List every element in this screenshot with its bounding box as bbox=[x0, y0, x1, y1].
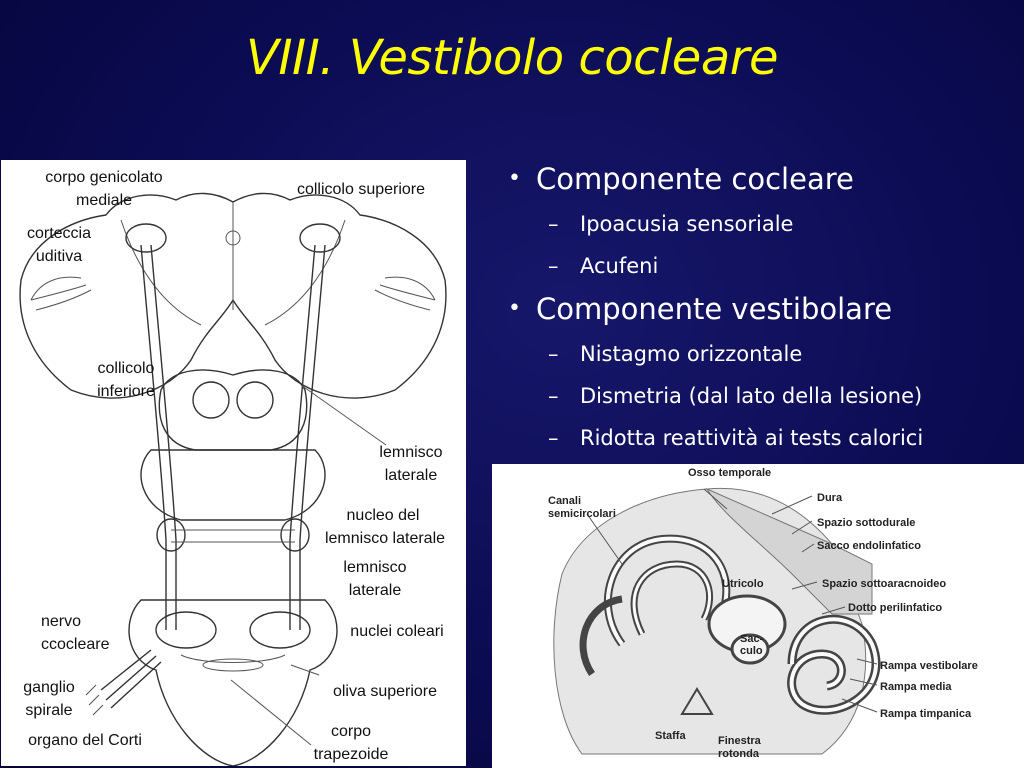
label-finestra-rotonda: Finestra bbox=[718, 735, 761, 747]
sub-bullet-text: Nistagmo orizzontale bbox=[580, 342, 803, 366]
label-corteccia: corteccia bbox=[26, 225, 92, 242]
sub-bullet-text: Ridotta reattività ai tests calorici bbox=[580, 426, 924, 450]
label-ganglio: ganglio bbox=[23, 679, 75, 696]
auditory-pathway-drawing bbox=[1, 160, 466, 766]
label-canali-2: semicircolari bbox=[548, 508, 616, 520]
bullet-list bbox=[498, 160, 1018, 460]
label-rampa-media: Rampa media bbox=[880, 681, 952, 693]
label-nervo: nervo bbox=[41, 613, 82, 630]
label-corpo-genicolato-2: mediale bbox=[75, 192, 133, 209]
label-corpo-genicolato: corpo genicolato bbox=[45, 169, 163, 186]
bullet-item bbox=[498, 160, 1018, 204]
label-corteccia-2: uditiva bbox=[35, 248, 83, 265]
label-lemnisco-laterale-2: laterale bbox=[384, 467, 438, 484]
label-organo-corti: organo del Corti bbox=[28, 732, 142, 749]
label-sacculo-2: culo bbox=[740, 645, 763, 657]
label-ganglio-2: spirale bbox=[25, 702, 73, 719]
label-nuclei-coleari: nuclei coleari bbox=[350, 623, 444, 640]
sub-bullet-item bbox=[498, 334, 1018, 376]
bullet-icon: • bbox=[508, 166, 521, 191]
inner-ear-drawing bbox=[492, 464, 1024, 768]
dash-icon: – bbox=[548, 384, 559, 408]
label-lemnisco-laterale: lemnisco bbox=[379, 444, 443, 461]
sub-bullet-text: Acufeni bbox=[580, 254, 659, 278]
label-collicolo-inferiore: collicolo bbox=[97, 360, 155, 377]
bullet-text: Componente vestibolare bbox=[536, 292, 893, 326]
label-oliva-superiore: oliva superiore bbox=[332, 683, 438, 700]
bullet-text: Componente cocleare bbox=[536, 162, 854, 196]
label-rampa-vestibolare: Rampa vestibolare bbox=[880, 660, 978, 672]
label-spazio-sottoaracnoideo: Spazio sottoaracnoideo bbox=[822, 578, 947, 590]
label-corpo-trapezoide-2: trapezoide bbox=[313, 746, 389, 763]
label-utricolo: Utricolo bbox=[722, 578, 764, 590]
slide-title: VIII. Vestibolo cocleare bbox=[245, 30, 779, 86]
label-nervo-2: ccocleare bbox=[41, 636, 110, 653]
label-lemnisco-laterale-b: lemnisco bbox=[343, 559, 407, 576]
label-canali: Canali bbox=[548, 495, 582, 507]
label-dotto-perilinfatico: Dotto perilinfatico bbox=[848, 602, 943, 614]
label-collicolo-inferiore-2: inferiore bbox=[97, 383, 155, 400]
label-dura: Dura bbox=[817, 492, 843, 504]
label-collicolo-superiore: collicolo superiore bbox=[296, 181, 426, 198]
dash-icon: – bbox=[548, 426, 559, 450]
sub-bullet-item bbox=[498, 204, 1018, 246]
label-spazio-sottodurale: Spazio sottodurale bbox=[817, 517, 916, 529]
sub-bullet-item bbox=[498, 246, 1018, 288]
label-staffa: Staffa bbox=[655, 730, 686, 742]
dash-icon: – bbox=[548, 254, 559, 278]
bullet-item bbox=[498, 290, 1018, 334]
auditory-pathway-figure bbox=[1, 160, 466, 766]
label-finestra-rotonda-2: rotonda bbox=[718, 748, 759, 760]
sub-bullet-item bbox=[498, 376, 1018, 418]
bullet-icon: • bbox=[508, 296, 521, 321]
label-lemnisco-laterale-b-2: laterale bbox=[348, 582, 402, 599]
sub-bullet-text: Ipoacusia sensoriale bbox=[580, 212, 794, 236]
label-osso-temporale: Osso temporale bbox=[688, 467, 772, 479]
label-sacco-endolinfatico: Sacco endolinfatico bbox=[817, 540, 921, 552]
label-nucleo-lemnisco: nucleo del bbox=[346, 507, 420, 524]
sub-bullet-item bbox=[498, 418, 1018, 460]
label-corpo-trapezoide: corpo bbox=[330, 723, 372, 740]
label-rampa-timpanica: Rampa timpanica bbox=[880, 708, 972, 720]
inner-ear-figure bbox=[492, 464, 1024, 768]
dash-icon: – bbox=[548, 212, 559, 236]
sub-bullet-text: Dismetria (dal lato della lesione) bbox=[580, 384, 923, 408]
label-sacculo: Sac- bbox=[740, 633, 764, 645]
dash-icon: – bbox=[548, 342, 559, 366]
label-nucleo-lemnisco-2: lemnisco laterale bbox=[324, 530, 446, 547]
